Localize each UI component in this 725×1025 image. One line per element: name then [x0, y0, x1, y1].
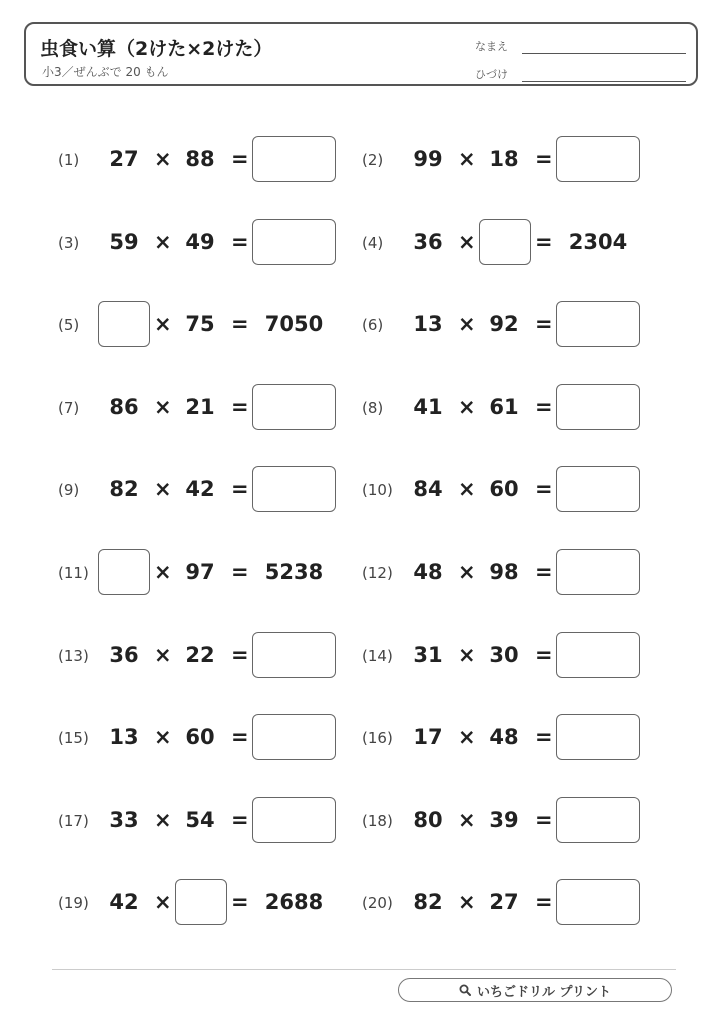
equals-sign: = — [231, 147, 249, 171]
answer-box[interactable] — [556, 136, 640, 182]
answer-box[interactable] — [556, 549, 640, 595]
problem-number: (7) — [58, 399, 80, 417]
answer-box[interactable] — [252, 714, 336, 760]
answer-box[interactable] — [556, 466, 640, 512]
times-sign: × — [154, 890, 172, 914]
problem-number: (10) — [362, 481, 393, 499]
product-result: 5238 — [264, 560, 324, 584]
equals-sign: = — [231, 477, 249, 501]
problem-17 — [58, 797, 358, 845]
equals-sign: = — [535, 890, 553, 914]
answer-box[interactable] — [252, 466, 336, 512]
answer-box[interactable] — [98, 549, 150, 595]
times-sign: × — [458, 395, 476, 419]
answer-box[interactable] — [556, 879, 640, 925]
operand-a: 13 — [413, 312, 443, 336]
times-sign: × — [154, 147, 172, 171]
times-sign: × — [458, 147, 476, 171]
operand-a: 82 — [413, 890, 443, 914]
problem-number: (5) — [58, 316, 80, 334]
times-sign: × — [458, 560, 476, 584]
problem-11 — [58, 549, 358, 597]
answer-box[interactable] — [556, 301, 640, 347]
brand-name: いちごドリル プリント — [476, 984, 611, 1000]
product-result: 2688 — [264, 890, 324, 914]
operand-a: 86 — [109, 395, 139, 419]
problem-number: (12) — [362, 564, 393, 582]
operand-b: 30 — [489, 643, 519, 667]
problem-number: (3) — [58, 234, 80, 252]
problem-number: (8) — [362, 399, 384, 417]
problem-7 — [58, 384, 358, 432]
problem-number: (19) — [58, 894, 89, 912]
problem-number: (15) — [58, 729, 89, 747]
problem-10 — [362, 466, 662, 514]
operand-b: 60 — [489, 477, 519, 501]
equals-sign: = — [535, 395, 553, 419]
operand-b: 61 — [489, 395, 519, 419]
times-sign: × — [458, 725, 476, 749]
operand-b: 97 — [185, 560, 215, 584]
answer-box[interactable] — [252, 797, 336, 843]
problem-13 — [58, 632, 358, 680]
problem-number: (16) — [362, 729, 393, 747]
footer-divider — [52, 969, 676, 970]
operand-b: 18 — [489, 147, 519, 171]
problem-number: (9) — [58, 481, 80, 499]
times-sign: × — [458, 477, 476, 501]
operand-a: 59 — [109, 230, 139, 254]
equals-sign: = — [231, 725, 249, 749]
times-sign: × — [154, 395, 172, 419]
times-sign: × — [458, 808, 476, 832]
date-label: ひづけ — [475, 68, 508, 81]
answer-box[interactable] — [479, 219, 531, 265]
operand-a: 36 — [413, 230, 443, 254]
operand-a: 42 — [109, 890, 139, 914]
operand-a: 84 — [413, 477, 443, 501]
search-icon — [459, 984, 471, 996]
problem-3 — [58, 219, 358, 267]
brand-badge[interactable] — [398, 978, 672, 1002]
equals-sign: = — [535, 560, 553, 584]
equals-sign: = — [231, 890, 249, 914]
problem-6 — [362, 301, 662, 349]
problem-1 — [58, 136, 358, 184]
operand-a: 13 — [109, 725, 139, 749]
operand-b: 92 — [489, 312, 519, 336]
problem-2 — [362, 136, 662, 184]
times-sign: × — [154, 808, 172, 832]
problem-number: (20) — [362, 894, 393, 912]
name-label: なまえ — [475, 40, 508, 53]
operand-a: 17 — [413, 725, 443, 749]
problem-8 — [362, 384, 662, 432]
operand-b: 88 — [185, 147, 215, 171]
worksheet-subtitle: 小3／ぜんぶで 20 もん — [42, 65, 169, 79]
equals-sign: = — [535, 477, 553, 501]
operand-b: 54 — [185, 808, 215, 832]
operand-a: 99 — [413, 147, 443, 171]
problem-number: (11) — [58, 564, 89, 582]
operand-a: 80 — [413, 808, 443, 832]
problem-5 — [58, 301, 358, 349]
operand-b: 22 — [185, 643, 215, 667]
problem-number: (14) — [362, 647, 393, 665]
operand-a: 41 — [413, 395, 443, 419]
operand-b: 27 — [489, 890, 519, 914]
operand-b: 21 — [185, 395, 215, 419]
problem-12 — [362, 549, 662, 597]
answer-box[interactable] — [98, 301, 150, 347]
problem-number: (1) — [58, 151, 80, 169]
operand-b: 98 — [489, 560, 519, 584]
times-sign: × — [154, 643, 172, 667]
times-sign: × — [154, 312, 172, 336]
equals-sign: = — [535, 643, 553, 667]
operand-b: 39 — [489, 808, 519, 832]
operand-a: 82 — [109, 477, 139, 501]
equals-sign: = — [231, 395, 249, 419]
equals-sign: = — [535, 147, 553, 171]
answer-box[interactable] — [556, 384, 640, 430]
answer-box[interactable] — [556, 714, 640, 760]
times-sign: × — [154, 477, 172, 501]
product-result: 2304 — [568, 230, 628, 254]
problem-number: (2) — [362, 151, 384, 169]
operand-b: 60 — [185, 725, 215, 749]
times-sign: × — [154, 230, 172, 254]
times-sign: × — [458, 890, 476, 914]
product-result: 7050 — [264, 312, 324, 336]
problem-18 — [362, 797, 662, 845]
equals-sign: = — [231, 643, 249, 667]
answer-box[interactable] — [252, 632, 336, 678]
times-sign: × — [458, 643, 476, 667]
equals-sign: = — [231, 312, 249, 336]
problem-number: (6) — [362, 316, 384, 334]
problem-16 — [362, 714, 662, 762]
operand-a: 27 — [109, 147, 139, 171]
answer-box[interactable] — [252, 384, 336, 430]
answer-box[interactable] — [252, 219, 336, 265]
times-sign: × — [458, 312, 476, 336]
problem-15 — [58, 714, 358, 762]
problem-14 — [362, 632, 662, 680]
operand-b: 48 — [489, 725, 519, 749]
operand-a: 33 — [109, 808, 139, 832]
equals-sign: = — [535, 808, 553, 832]
answer-box[interactable] — [252, 136, 336, 182]
problem-9 — [58, 466, 358, 514]
answer-box[interactable] — [556, 797, 640, 843]
times-sign: × — [154, 560, 172, 584]
equals-sign: = — [535, 230, 553, 254]
times-sign: × — [458, 230, 476, 254]
answer-box[interactable] — [556, 632, 640, 678]
problem-number: (18) — [362, 812, 393, 830]
operand-a: 36 — [109, 643, 139, 667]
equals-sign: = — [535, 725, 553, 749]
equals-sign: = — [535, 312, 553, 336]
problem-20 — [362, 879, 662, 927]
equals-sign: = — [231, 230, 249, 254]
operand-a: 31 — [413, 643, 443, 667]
operand-b: 42 — [185, 477, 215, 501]
answer-box[interactable] — [175, 879, 227, 925]
problem-number: (4) — [362, 234, 384, 252]
operand-a: 48 — [413, 560, 443, 584]
operand-b: 49 — [185, 230, 215, 254]
problem-19 — [58, 879, 358, 927]
operand-b: 75 — [185, 312, 215, 336]
times-sign: × — [154, 725, 172, 749]
problem-number: (17) — [58, 812, 89, 830]
problem-4 — [362, 219, 662, 267]
worksheet-title: 虫食い算（2けた×2けた） — [40, 38, 273, 60]
equals-sign: = — [231, 808, 249, 832]
problem-number: (13) — [58, 647, 89, 665]
equals-sign: = — [231, 560, 249, 584]
